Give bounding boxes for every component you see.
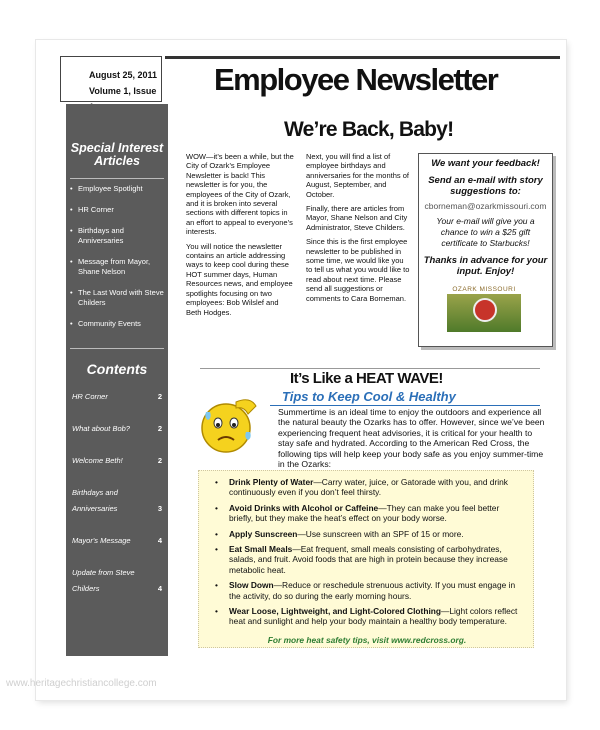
list-item[interactable]: • Employee Spotlight [70,184,166,194]
tip-item: • Eat Small Meals—Eat frequent, small meals consisting of carbohydrates, salads, and fruit. Avoid foods that are high in protein because they increase metabolic heat. [211,544,525,575]
paragraph: You will notice the newsletter contains an article addressing ways to keep cool during these HOT summer days, Human Resources news, and employee spotlights focusing on two employees: Bob Wilslef and Beth Hodges. [186,241,293,317]
list-item[interactable]: • Birthdays and Anniversaries [70,226,166,246]
feedback-box [418,153,553,347]
feedback-email-link[interactable]: cborneman@ozarkmissouri.com [424,201,547,211]
watermark: www.heritagechristiancollege.com [6,678,157,689]
tip-item: • Wear Loose, Lightweight, and Light-Colored Clothing—Light colors reflect heat and sunlight and help your body maintain a healthy body temperature. [211,606,525,627]
sweating-face-icon [196,392,260,456]
sidebar-divider [70,348,164,349]
paragraph: Since this is the first employee newsletter to be published in some time, we would like you to tell us what you would like to read about next time. Please send all suggestions or comments to Cara Borneman. [306,237,410,303]
feedback-prize: Your e-mail will give you a chance to win a $25 gift certificate to Starbucks! [436,216,535,248]
paragraph: Finally, there are articles from Mayor, Shane Nelson and City Administrator, Steve Childers. [306,204,408,232]
tip-item: • Avoid Drinks with Alcohol or Caffeine—They can make you feel better briefly, but they make the heat’s effect on your body worse. [211,503,525,524]
tips-box [198,470,534,648]
issue-volume: Volume 1, Issue [89,86,157,96]
contents-row[interactable]: Welcome Beth! 2 [72,456,162,465]
header-rule [165,56,560,59]
issue-date: August 25, 2011 [89,70,158,80]
newsletter-title: Employee Newsletter [214,62,498,97]
feedback-heading: We want your feedback! [431,158,540,169]
special-interest-list [70,184,166,329]
list-item[interactable]: • The Last Word with Steve Childers [70,288,166,308]
feedback-prompt: Send an e-mail with story suggestions to: [428,175,543,197]
tip-item: • Drink Plenty of Water—Carry water, juice, or Gatorade with you, and drink continuously even if you don’t feel thirsty. [211,477,525,498]
list-item[interactable]: • HR Corner [70,205,166,215]
feedback-thanks: Thanks in advance for your input. Enjoy! [423,255,548,277]
article-column-1 [186,152,296,322]
redcross-link[interactable]: For more heat safety tips, visit www.redcross.org. [267,635,467,645]
contents-title: Contents [86,361,148,377]
ozark-logo: OZARK MISSOURI [447,284,521,332]
article-headline: We’re Back, Baby! [284,118,454,141]
article-column-2 [306,152,410,308]
paragraph: WOW—it’s been a while, but the City of Ozark’s Employee Newsletter is back! This newsletter is for you, the employees of the City of Ozark, and it is broken into several sections with different topics in an effort to appeal to everyone’s interests. [186,152,294,237]
city-seal-icon [473,298,497,322]
contents-row[interactable]: Mayor's Message 4 [72,536,162,545]
sidebar: Special Interest Articles • Employee Spotlight • HR Corner • Birthdays and Anniversaries • Message from Mayor, Shane Nelson • The Last Word with Steve Childers • Community Events Contents HR Corner 2 What about Bob? 2 Welcome Beth! 2 Birthdays and Anniversaries 3 Mayor's Message 4 Update from Steve Childers 4 [66,104,168,656]
tip-item: • Apply Sunscreen—Use sunscreen with an SPF of 15 or more. [211,529,525,539]
contents-row[interactable]: Birthdays and Anniversaries [72,488,118,513]
list-item[interactable]: • Community Events [70,319,166,329]
tip-item: • Slow Down—Reduce or reschedule strenuous activity. If you must engage in the activity, do so during the early morning hours. [211,580,525,601]
sidebar-divider [70,178,164,179]
tips-list [211,477,525,632]
section-divider [200,368,540,369]
contents-row[interactable]: What about Bob? 2 [72,424,162,433]
contents-row[interactable]: HR Corner 2 [72,392,162,401]
heatwave-headline: It’s Like a HEAT WAVE! [290,370,443,387]
heatwave-intro: Summertime is an ideal time to enjoy the outdoors and experience all the natural beauty the Ozarks has to offer. However, since we’ve been experiencing frequent heat advisories, it is critical for your health to stay safe and hydrated. According to the American Red Cross, the following tips will help keep your body safe as you enjoy summer-time in the Ozarks: [278,407,545,470]
list-item[interactable]: • Message from Mayor, Shane Nelson [70,257,166,277]
contents-row[interactable]: Update from Steve Childers [72,568,135,593]
date-box [60,56,162,102]
tips-underline [270,405,540,406]
special-interest-title: Special Interest Articles [70,141,164,168]
tips-subtitle: Tips to Keep Cool & Healthy [282,389,456,404]
paragraph: Next, you will find a list of employee birthdays and anniversaries for the months of August, September, and October. [306,152,409,199]
